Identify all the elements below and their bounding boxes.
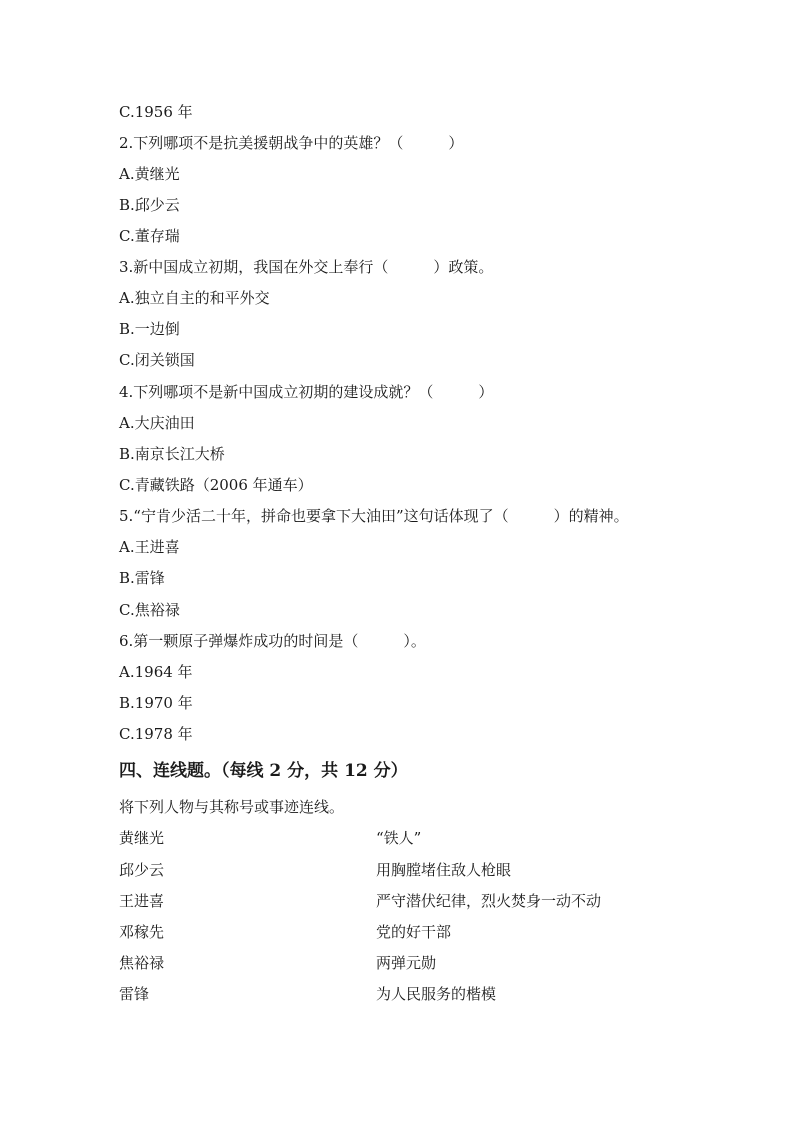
q4-option-a: A.大庆油田 xyxy=(119,414,195,432)
q6-option-c: C.1978 年 xyxy=(119,725,193,743)
q4-option-b: B.南京长江大桥 xyxy=(119,445,225,463)
match-left-item: 雷锋 xyxy=(119,985,150,1003)
q4-stem: 4.下列哪项不是新中国成立初期的建设成就？（ ） xyxy=(119,383,494,401)
q3-option-b: B.一边倒 xyxy=(119,320,180,338)
q6-option-b: B.1970 年 xyxy=(119,694,193,712)
q6-option-a: A.1964 年 xyxy=(119,663,193,681)
q3-stem: 3.新中国成立初期，我国在外交上奉行（ ）政策。 xyxy=(119,258,494,276)
q3-option-c: C.闭关锁国 xyxy=(119,351,195,369)
q1-option-c: C.1956 年 xyxy=(119,103,193,121)
q3-option-a: A.独立自主的和平外交 xyxy=(119,289,270,307)
match-left-item: 邱少云 xyxy=(119,861,165,879)
match-left-item: 黄继光 xyxy=(119,829,165,847)
match-left-item: 王进喜 xyxy=(119,892,165,910)
q6-stem: 6.第一颗原子弹爆炸成功的时间是（ ）。 xyxy=(119,632,426,650)
q4-option-c: C.青藏铁路（2006 年通车） xyxy=(119,476,313,494)
q2-option-c: C.董存瑞 xyxy=(119,227,180,245)
q5-stem: 5.“宁肯少活二十年，拼命也要拿下大油田”这句话体现了（ ）的精神。 xyxy=(119,507,629,525)
q2-option-a: A.黄继光 xyxy=(119,165,180,183)
q5-option-c: C.焦裕禄 xyxy=(119,601,180,619)
match-right-item: 为人民服务的楷模 xyxy=(376,985,497,1003)
match-left-item: 邓稼先 xyxy=(119,923,165,941)
match-right-item: 严守潜伏纪律，烈火焚身一动不动 xyxy=(376,892,602,910)
section-4-instruction: 将下列人物与其称号或事迹连线。 xyxy=(119,798,345,816)
match-right-item: “铁人” xyxy=(376,829,422,847)
match-right-item: 用胸膛堵住敌人枪眼 xyxy=(376,861,512,879)
match-right-item: 党的好干部 xyxy=(376,923,452,941)
match-left-item: 焦裕禄 xyxy=(119,954,165,972)
q2-stem: 2.下列哪项不是抗美援朝战争中的英雄？（ ） xyxy=(119,134,464,152)
q5-option-b: B.雷锋 xyxy=(119,569,165,587)
q5-option-a: A.王进喜 xyxy=(119,538,180,556)
match-right-item: 两弹元勋 xyxy=(376,954,437,972)
section-4-title: 四、连线题。（每线 2 分，共 12 分） xyxy=(119,761,408,781)
q2-option-b: B.邱少云 xyxy=(119,196,180,214)
